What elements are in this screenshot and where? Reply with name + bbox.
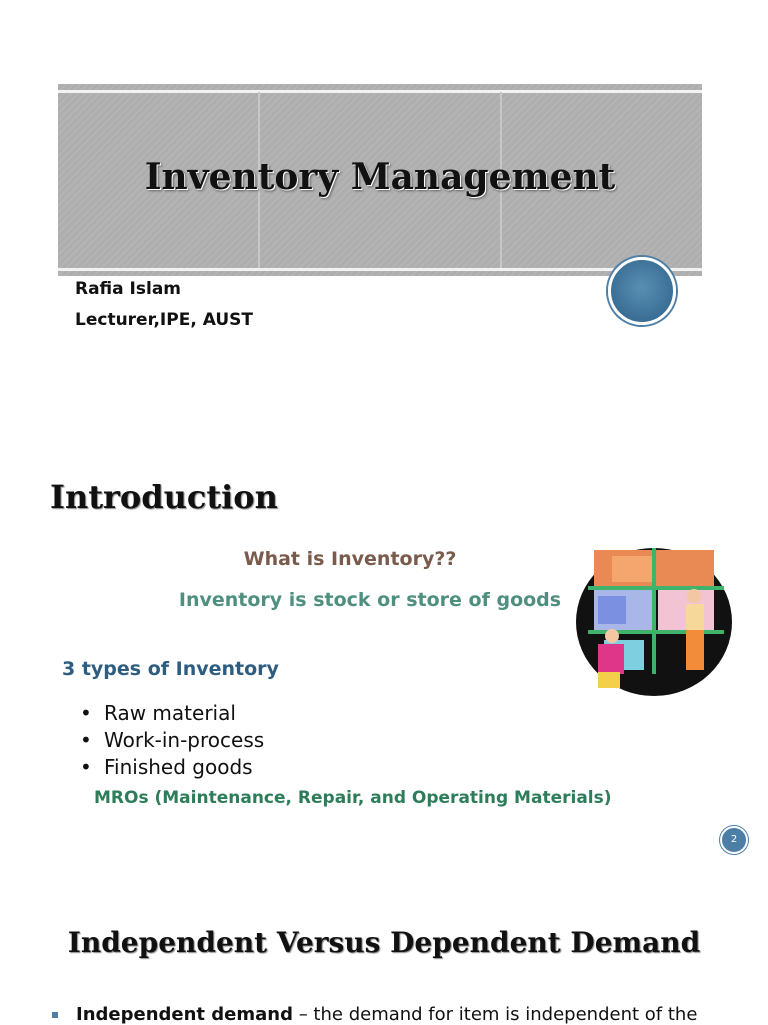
inventory-question: What is Inventory?? [243, 548, 457, 570]
banner-top-stripe [58, 90, 702, 93]
warehouse-clipart [574, 544, 734, 698]
list-item [80, 700, 264, 727]
list-item [80, 727, 264, 754]
square-bullet-icon [52, 1012, 58, 1018]
inventory-types-list [80, 700, 264, 781]
independent-demand-bullet [52, 1004, 712, 1025]
bullet-term: Independent demand [76, 1004, 293, 1025]
inventory-definition: Inventory is stock or store of goods [178, 589, 562, 611]
author-name: Rafia Islam [75, 279, 182, 299]
bullet-icon: • [80, 701, 92, 725]
bullet-text: – the demand for item is independent of the [292, 1004, 698, 1025]
inventory-type-label: Raw material [104, 701, 236, 725]
decorative-circle [608, 257, 676, 325]
page-number-badge: 2 [720, 826, 748, 854]
inventory-types-heading: 3 types of Inventory [62, 658, 279, 680]
inventory-type-label: Finished goods [104, 755, 253, 779]
inventory-type-label: Work-in-process [104, 728, 265, 752]
demand-title: Independent Versus Dependent Demand [67, 926, 701, 959]
author-role: Lecturer,IPE, AUST [75, 310, 253, 330]
slide-title: Inventory Management [144, 156, 616, 198]
banner-bottom-stripe [58, 268, 702, 271]
introduction-title: Introduction [50, 478, 278, 516]
list-item [80, 754, 264, 781]
bullet-icon: • [80, 728, 92, 752]
mro-note: MROs (Maintenance, Repair, and Operating Materials) [94, 788, 612, 808]
title-banner [58, 84, 702, 276]
bullet-icon: • [80, 755, 92, 779]
